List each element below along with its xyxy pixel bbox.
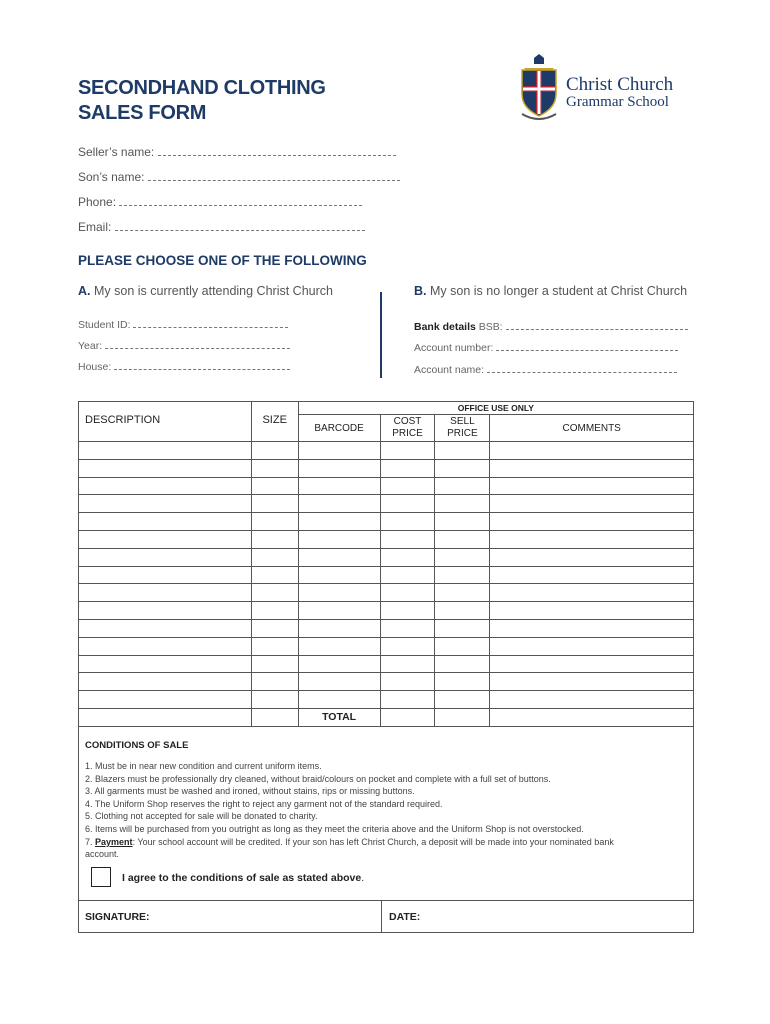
table-cell[interactable] [251,584,298,602]
table-cell[interactable] [251,513,298,531]
table-cell[interactable] [490,442,694,460]
table-cell[interactable] [380,619,435,637]
conditions-title: CONDITIONS OF SALE [85,740,189,751]
table-cell[interactable] [380,584,435,602]
student-id-label: Student ID: [78,319,131,331]
condition-item: 6. Items will be purchased from you outright as long as they meet the criteria above and the Uniform Shop is not overstocked. [85,823,584,834]
table-cell[interactable] [298,655,380,673]
table-cell[interactable] [490,637,694,655]
agree-checkbox[interactable] [91,867,111,887]
table-cell[interactable] [298,566,380,584]
title-line-2: SALES FORM [78,102,207,124]
signature-divider [381,901,382,932]
condition-7-number: 7. [85,836,93,847]
option-a-text: My son is currently attending Christ Church [93,284,333,298]
signature-label: SIGNATURE: [85,911,150,923]
table-cell[interactable] [79,602,252,620]
table-cell[interactable] [380,530,435,548]
table-cell[interactable] [490,673,694,691]
item-rows [79,442,694,709]
logo-text-line-2: Grammar School [566,94,669,110]
table-cell[interactable] [298,691,380,709]
option-a-letter: A. [78,284,91,298]
table-cell[interactable] [298,459,380,477]
table-cell[interactable] [490,513,694,531]
size-header: SIZE [251,402,298,442]
table-cell[interactable] [251,619,298,637]
table-cell[interactable] [79,637,252,655]
account-number-line[interactable] [496,340,678,351]
table-cell[interactable] [380,602,435,620]
seller-name-label: Seller’s name: [78,145,155,159]
table-cell[interactable] [380,548,435,566]
total-desc-cell[interactable] [79,708,252,726]
account-name-label: Account name: [414,364,485,376]
table-cell[interactable] [490,548,694,566]
crest-icon [516,54,562,124]
table-row [79,530,694,548]
cost-price-header: COST PRICE [380,415,435,442]
table-cell[interactable] [435,584,490,602]
table-cell[interactable] [380,655,435,673]
table-row [79,477,694,495]
phone-field[interactable] [78,195,362,209]
office-use-header: OFFICE USE ONLY [298,402,693,415]
table-cell[interactable] [435,637,490,655]
table-cell[interactable] [79,691,252,709]
account-number-label: Account number: [414,342,494,354]
table-cell[interactable] [298,442,380,460]
table-cell[interactable] [435,691,490,709]
table-cell[interactable] [79,655,252,673]
seller-name-field[interactable] [78,145,396,159]
option-b-letter: B. [414,284,427,298]
table-row [79,619,694,637]
bsb-label: BSB: [478,321,503,333]
table-cell[interactable] [251,495,298,513]
condition-item-payment [85,836,675,849]
bsb-line[interactable] [506,319,688,330]
option-b-text: My son is no longer a student at Christ Church [429,284,688,298]
total-row [79,708,694,726]
payment-text: : Your school account will be credited. If your son has left Christ Church, a deposit will be made into your nominated bank [132,836,614,847]
table-cell[interactable] [380,673,435,691]
condition-item-continuation: account. [85,849,120,860]
payment-label: Payment [95,836,133,847]
table-cell[interactable] [435,459,490,477]
table-cell[interactable] [79,566,252,584]
account-number-field[interactable] [414,340,678,354]
choose-heading: PLEASE CHOOSE ONE OF THE FOLLOWING [78,253,367,268]
condition-item: 3. All garments must be washed and ironed, without stains, rips or missing buttons. [85,786,415,797]
table-cell[interactable] [298,495,380,513]
comments-header: COMMENTS [490,415,694,442]
table-cell[interactable] [298,673,380,691]
table-row [79,691,694,709]
table-cell[interactable] [435,530,490,548]
option-a-heading [78,284,333,298]
table-cell[interactable] [435,673,490,691]
table-cell[interactable] [435,477,490,495]
seller-name-line[interactable] [158,145,396,156]
condition-item: 1. Must be in near new condition and current uniform items. [85,761,322,771]
table-cell[interactable] [79,459,252,477]
email-label: Email: [78,220,112,234]
table-cell[interactable] [490,691,694,709]
agree-label [122,872,364,884]
description-header: DESCRIPTION [79,402,252,442]
table-row [79,513,694,531]
table-row [79,637,694,655]
table-cell[interactable] [490,459,694,477]
table-row [79,655,694,673]
account-name-line[interactable] [487,362,677,373]
table-cell[interactable] [251,566,298,584]
form-title [78,76,326,126]
table-cell[interactable] [298,530,380,548]
table-cell[interactable] [251,691,298,709]
table-cell[interactable] [490,566,694,584]
items-table [78,401,694,727]
table-cell[interactable] [298,584,380,602]
table-cell[interactable] [298,548,380,566]
email-line[interactable] [115,220,365,231]
logo-text-line-1: Christ Church [566,74,674,95]
email-field[interactable] [78,220,365,234]
school-logo [516,54,696,124]
agree-period: . [361,872,365,884]
table-cell[interactable] [490,530,694,548]
condition-item: 5. Clothing not accepted for sale will be donated to charity. [85,811,318,822]
table-cell[interactable] [251,459,298,477]
table-cell[interactable] [251,673,298,691]
table-cell[interactable] [251,477,298,495]
table-cell[interactable] [79,477,252,495]
table-cell[interactable] [79,548,252,566]
total-sell-cell[interactable] [435,708,490,726]
bank-details-label: Bank details [414,321,476,333]
table-cell[interactable] [435,548,490,566]
table-header-row-1 [79,402,694,415]
table-cell[interactable] [79,530,252,548]
table-cell[interactable] [435,619,490,637]
agree-text: I agree to the conditions of sale as stated above [122,872,362,884]
year-field[interactable] [78,338,290,352]
phone-line[interactable] [119,195,362,206]
table-cell[interactable] [79,513,252,531]
table-cell[interactable] [251,548,298,566]
son-name-line[interactable] [148,170,400,181]
table-cell[interactable] [79,495,252,513]
condition-item: 2. Blazers must be professionally dry cleaned, without braid/colours on pocket and complete with a full set of buttons. [85,773,551,784]
table-row [79,673,694,691]
signature-row [78,900,694,933]
date-label: DATE: [389,911,421,923]
bsb-field[interactable] [414,319,688,333]
table-row [79,459,694,477]
table-row [79,566,694,584]
son-name-field[interactable] [78,170,400,184]
year-line[interactable] [105,338,290,349]
table-cell[interactable] [435,655,490,673]
table-row [79,442,694,460]
total-label: TOTAL [298,708,380,726]
sell-price-header: SELL PRICE [435,415,490,442]
table-cell[interactable] [380,442,435,460]
table-cell[interactable] [380,495,435,513]
table-cell[interactable] [435,442,490,460]
student-id-line[interactable] [133,317,288,328]
son-name-label: Son’s name: [78,170,145,184]
year-label: Year: [78,340,103,352]
table-cell[interactable] [435,566,490,584]
phone-label: Phone: [78,195,117,209]
table-cell[interactable] [490,495,694,513]
house-field[interactable] [78,359,290,373]
total-cost-cell[interactable] [380,708,435,726]
option-b-heading [414,284,687,298]
table-cell[interactable] [298,619,380,637]
table-cell[interactable] [380,477,435,495]
table-cell[interactable] [490,655,694,673]
table-cell[interactable] [435,602,490,620]
table-cell[interactable] [380,691,435,709]
table-cell[interactable] [435,495,490,513]
condition-item: 4. The Uniform Shop reserves the right to reject any garment not of the standard required. [85,798,443,809]
table-cell[interactable] [251,530,298,548]
table-cell[interactable] [251,442,298,460]
conditions-section [78,726,694,901]
table-cell[interactable] [435,513,490,531]
barcode-header: BARCODE [298,415,380,442]
table-row [79,548,694,566]
house-label: House: [78,361,112,373]
table-cell[interactable] [251,637,298,655]
table-cell[interactable] [490,477,694,495]
table-cell[interactable] [298,602,380,620]
student-id-field[interactable] [78,317,288,331]
table-cell[interactable] [251,655,298,673]
table-cell[interactable] [79,442,252,460]
table-cell[interactable] [380,637,435,655]
table-cell[interactable] [79,584,252,602]
table-cell[interactable] [490,619,694,637]
account-name-field[interactable] [414,362,677,376]
table-cell[interactable] [298,637,380,655]
table-row [79,602,694,620]
table-cell[interactable] [298,513,380,531]
total-comments-cell[interactable] [490,708,694,726]
table-row [79,495,694,513]
table-cell[interactable] [79,673,252,691]
table-cell[interactable] [490,602,694,620]
table-cell[interactable] [298,477,380,495]
table-cell[interactable] [79,619,252,637]
table-cell[interactable] [380,513,435,531]
house-line[interactable] [114,359,290,370]
option-divider [380,292,382,378]
table-cell[interactable] [380,566,435,584]
total-size-cell[interactable] [251,708,298,726]
table-cell[interactable] [251,602,298,620]
table-cell[interactable] [490,584,694,602]
conditions-list [85,760,675,861]
table-cell[interactable] [380,459,435,477]
title-line-1: SECONDHAND CLOTHING [78,77,326,99]
table-row [79,584,694,602]
